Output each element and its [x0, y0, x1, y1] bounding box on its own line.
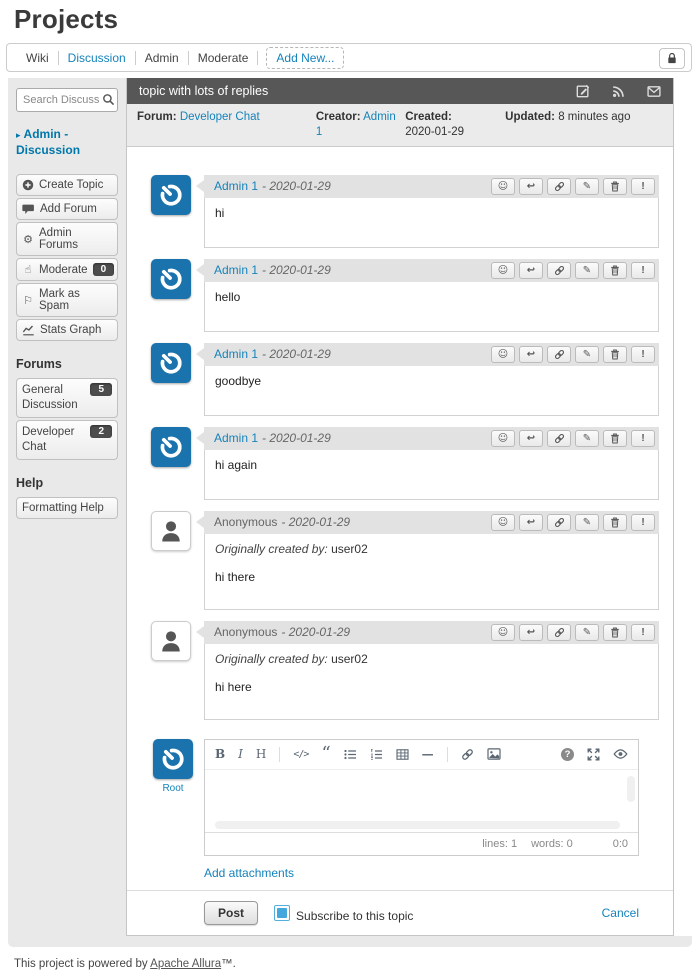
attribution-label: Originally created by:	[215, 651, 328, 666]
smiley-icon: ☺	[497, 264, 509, 276]
reaction-button[interactable]	[491, 178, 515, 195]
topic-title: topic with lots of replies	[139, 84, 269, 98]
post-author[interactable]: Admin 1	[214, 347, 259, 362]
chart-icon	[22, 324, 35, 336]
topic-meta-bar: Forum: Developer Chat Creator: Admin 1 Created: 2020-01-29 Updated: 8 minutes ago	[127, 104, 673, 147]
mark-spam-button[interactable]	[631, 514, 655, 531]
post-date: - 2020-01-29	[281, 625, 351, 640]
fullscreen-button[interactable]	[587, 748, 600, 761]
post-text: hi there	[215, 569, 256, 584]
sidebar	[8, 78, 126, 936]
reply-textarea[interactable]	[205, 770, 638, 816]
unordered-list-button[interactable]	[344, 749, 357, 760]
post-text: hi	[215, 205, 225, 220]
attribution-label: Originally created by:	[215, 541, 328, 556]
reaction-button[interactable]	[491, 624, 515, 641]
reply-icon: ↩	[526, 432, 536, 444]
post-author[interactable]: Admin 1	[214, 431, 259, 446]
mark-spam-button[interactable]	[631, 178, 655, 195]
post-button[interactable]: Post	[204, 901, 258, 925]
reply-button[interactable]	[519, 430, 543, 447]
vertical-scrollbar[interactable]	[627, 776, 635, 802]
delete-post-button[interactable]	[603, 346, 627, 363]
main-content	[126, 78, 674, 936]
post-date: - 2020-01-29	[262, 431, 331, 446]
created-date: 2020-01-29	[405, 125, 465, 138]
moderate-count-badge: 0	[93, 263, 115, 276]
code-button[interactable]: </>	[293, 748, 309, 760]
spam-icon: !	[641, 264, 645, 276]
toolbar-divider	[279, 747, 280, 762]
pencil-icon: ✎	[582, 626, 592, 638]
lock-button[interactable]	[659, 48, 685, 69]
tab-admin[interactable]: Admin	[144, 50, 179, 65]
edit-post-button[interactable]	[575, 346, 599, 363]
spam-icon: !	[641, 348, 645, 360]
post-author[interactable]: Admin 1	[214, 263, 259, 278]
attribution-user: user02	[331, 541, 368, 556]
smiley-icon: ☺	[497, 626, 509, 638]
markdown-editor	[204, 739, 639, 856]
smiley-icon: ☺	[497, 432, 509, 444]
avatar[interactable]	[151, 259, 191, 299]
reply-button[interactable]	[519, 346, 543, 363]
post	[151, 175, 659, 248]
editor-status-bar: lines: 1 words: 0 0:0	[205, 832, 638, 855]
help-heading: Help	[16, 476, 44, 491]
reaction-button[interactable]	[491, 430, 515, 447]
plus-circle-icon	[22, 179, 34, 191]
sidebar-item-developer-chat[interactable]: Developer Chat 2	[16, 420, 118, 460]
post-date: - 2020-01-29	[262, 347, 331, 362]
insert-image-button[interactable]	[487, 748, 501, 760]
comment-icon	[22, 203, 35, 215]
avatar	[151, 511, 191, 551]
permalink-button[interactable]	[547, 178, 571, 195]
mark-spam-button[interactable]	[631, 346, 655, 363]
trash-icon	[610, 349, 620, 360]
link-icon	[554, 517, 565, 528]
post	[151, 427, 659, 500]
forum-link[interactable]: Developer Chat	[179, 111, 260, 123]
post-text: goodbye	[215, 373, 262, 388]
post-header	[204, 175, 659, 198]
post-body	[204, 198, 659, 248]
post	[151, 343, 659, 416]
post-text: hi again	[215, 457, 258, 472]
delete-post-button[interactable]	[603, 262, 627, 279]
reply-icon: ↩	[526, 264, 536, 276]
avatar[interactable]	[151, 427, 191, 467]
pencil-icon: ✎	[582, 180, 592, 192]
delete-post-button[interactable]	[603, 178, 627, 195]
toolbar-divider	[447, 747, 448, 762]
allura-logo-icon	[158, 266, 184, 292]
post-author[interactable]: Anonymous	[214, 625, 278, 640]
post-header	[204, 621, 659, 644]
current-user-link[interactable]: Root	[162, 782, 184, 794]
forum-count-badge: 2	[90, 425, 112, 438]
avatar[interactable]	[151, 343, 191, 383]
link-icon	[554, 265, 565, 276]
reply-button[interactable]	[519, 178, 543, 195]
reply-icon: ↩	[526, 516, 536, 528]
lines-count: 1	[510, 837, 518, 850]
search-icon	[102, 93, 115, 106]
add-new-button[interactable]: Add New...	[266, 47, 344, 69]
lock-icon	[666, 52, 678, 65]
permalink-button[interactable]	[547, 514, 571, 531]
post-body	[204, 450, 659, 500]
trash-icon	[610, 181, 620, 192]
reply-icon: ↩	[526, 348, 536, 360]
post-header	[204, 343, 659, 366]
post-author[interactable]: Admin 1	[214, 179, 259, 194]
edit-post-button[interactable]	[575, 624, 599, 641]
delete-post-button[interactable]	[603, 624, 627, 641]
tab-wiki[interactable]: Wiki	[26, 50, 49, 65]
pencil-icon: ✎	[582, 264, 592, 276]
reaction-button[interactable]	[491, 514, 515, 531]
preview-button[interactable]	[613, 748, 628, 760]
post-body	[204, 366, 659, 416]
allura-logo-icon	[160, 746, 186, 772]
horizontal-scrollbar[interactable]	[215, 821, 620, 829]
page-title: Projects	[14, 4, 119, 34]
sidebar-item-formatting-help[interactable]: Formatting Help	[16, 497, 118, 519]
italic-button[interactable]: I	[238, 747, 243, 762]
smiley-icon: ☺	[497, 348, 509, 360]
help-button[interactable]: ?	[561, 748, 574, 761]
reply-button[interactable]	[519, 262, 543, 279]
allura-logo-icon	[158, 434, 184, 460]
post-header	[204, 259, 659, 282]
sidebar-context-link[interactable]: ▸ Admin - Discussion	[16, 127, 81, 158]
allura-logo-icon	[158, 182, 184, 208]
sidebar-item-admin-forums[interactable]: ⚙ Admin Forums	[16, 222, 118, 256]
spam-icon: !	[641, 516, 645, 528]
current-user-avatar[interactable]	[153, 739, 193, 779]
pencil-icon: ✎	[582, 516, 592, 528]
avatar	[151, 621, 191, 661]
post-body	[204, 534, 659, 610]
post	[151, 621, 659, 720]
creator-link[interactable]: Admin 1	[315, 111, 396, 138]
mail-icon[interactable]	[647, 86, 661, 97]
edit-post-button[interactable]	[575, 178, 599, 195]
insert-link-button[interactable]	[461, 748, 474, 761]
bold-button[interactable]: B	[215, 747, 226, 762]
post	[151, 259, 659, 332]
post-date: - 2020-01-29	[262, 179, 331, 194]
link-icon	[554, 627, 565, 638]
subscribe-checkbox[interactable]	[274, 905, 290, 921]
rss-icon[interactable]	[612, 85, 625, 98]
anonymous-user-icon	[157, 517, 185, 545]
trash-icon	[610, 627, 620, 638]
post-body	[204, 644, 659, 720]
attribution-user: user02	[331, 651, 368, 666]
edit-post-button[interactable]	[575, 430, 599, 447]
trash-icon	[610, 433, 620, 444]
pencil-icon: ✎	[582, 432, 592, 444]
posts-list	[127, 147, 673, 720]
forum-count-badge: 5	[90, 383, 112, 396]
permalink-button[interactable]	[547, 346, 571, 363]
post-header	[204, 511, 659, 534]
words-count: 0	[566, 837, 573, 850]
sidebar-item-stats-graph[interactable]: Stats Graph	[16, 319, 118, 341]
mark-spam-button[interactable]	[631, 624, 655, 641]
cancel-link[interactable]: Cancel	[601, 905, 639, 920]
horizontal-rule-button[interactable]: —	[421, 747, 434, 762]
footer: This project is powered by Apache Allura™.	[14, 957, 236, 970]
link-icon	[554, 181, 565, 192]
tab-bar	[6, 43, 692, 72]
blockquote-button[interactable]: “	[321, 743, 331, 765]
table-button[interactable]	[396, 749, 409, 760]
post-header	[204, 427, 659, 450]
post	[151, 511, 659, 610]
mark-spam-button[interactable]	[631, 430, 655, 447]
reply-section	[127, 731, 673, 935]
permalink-button[interactable]	[547, 624, 571, 641]
flag-icon: ⚐	[23, 293, 33, 307]
delete-post-button[interactable]	[603, 430, 627, 447]
sidebar-item-moderate[interactable]: ☝ Moderate 0	[16, 258, 118, 281]
pencil-icon: ✎	[582, 348, 592, 360]
ordered-list-button[interactable]	[370, 749, 383, 760]
subscribe-label: Subscribe to this topic	[296, 908, 414, 923]
cursor-position: 0:0	[612, 837, 628, 850]
mark-spam-button[interactable]	[631, 262, 655, 279]
heading-button[interactable]: H	[255, 747, 267, 762]
spam-icon: !	[641, 626, 645, 638]
sidebar-item-mark-as-spam[interactable]: ⚐ Mark as Spam	[16, 283, 118, 317]
permalink-button[interactable]	[547, 430, 571, 447]
reply-button[interactable]	[519, 514, 543, 531]
trash-icon	[610, 517, 620, 528]
post-date: - 2020-01-29	[262, 263, 331, 278]
sidebar-item-general-discussion[interactable]: General Discussion 5	[16, 378, 118, 418]
reply-icon: ↩	[526, 180, 536, 192]
reaction-button[interactable]	[491, 262, 515, 279]
apache-allura-link[interactable]: Apache Allura	[150, 957, 222, 970]
link-icon	[554, 433, 565, 444]
content-bottom-strip	[8, 936, 692, 947]
smiley-icon: ☺	[497, 180, 509, 192]
trash-icon	[610, 265, 620, 276]
add-attachments-link[interactable]: Add attachments	[204, 865, 295, 880]
post-body	[204, 282, 659, 332]
sidebar-item-create-topic[interactable]: Create Topic	[16, 174, 118, 196]
editor-toolbar	[205, 740, 638, 770]
delete-post-button[interactable]	[603, 514, 627, 531]
tab-divider	[257, 51, 258, 65]
post-date: - 2020-01-29	[281, 515, 351, 530]
post-author[interactable]: Anonymous	[214, 515, 278, 530]
forums-heading: Forums	[16, 357, 62, 372]
avatar[interactable]	[151, 175, 191, 215]
allura-logo-icon	[158, 350, 184, 376]
updated-ago: 8 minutes ago	[558, 111, 631, 123]
permalink-button[interactable]	[547, 262, 571, 279]
anonymous-user-icon	[157, 627, 185, 655]
post-text: hello	[215, 289, 241, 304]
hand-icon: ☝	[24, 263, 32, 277]
spam-icon: !	[641, 180, 645, 192]
reply-button[interactable]	[519, 624, 543, 641]
edit-icon[interactable]	[576, 84, 590, 98]
tab-moderate[interactable]: Moderate	[197, 50, 249, 65]
post-text: hi here	[215, 679, 252, 694]
sidebar-item-add-forum[interactable]: Add Forum	[16, 198, 118, 220]
gear-icon: ⚙	[23, 232, 33, 246]
reaction-button[interactable]	[491, 346, 515, 363]
link-icon	[554, 349, 565, 360]
triangle-right-icon: ▸	[16, 131, 21, 141]
edit-post-button[interactable]	[575, 514, 599, 531]
tab-discussion[interactable]: Discussion	[67, 50, 126, 65]
reply-icon: ↩	[526, 626, 536, 638]
smiley-icon: ☺	[497, 516, 509, 528]
edit-post-button[interactable]	[575, 262, 599, 279]
spam-icon: !	[641, 432, 645, 444]
